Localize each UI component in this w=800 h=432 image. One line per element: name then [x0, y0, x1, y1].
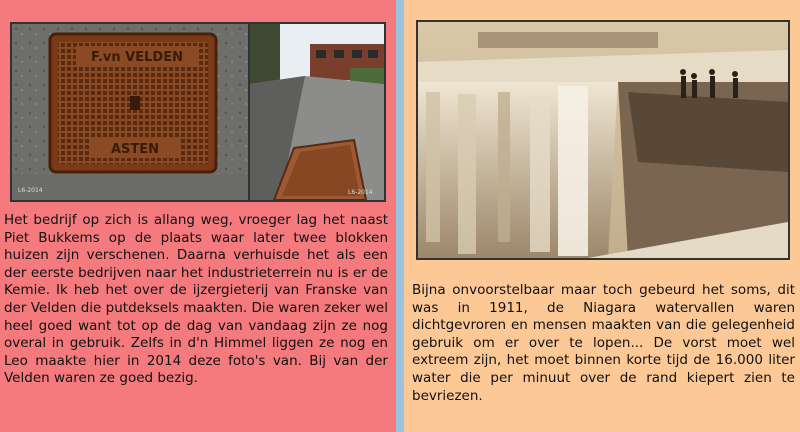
street-photo	[250, 24, 384, 200]
frozen-niagara-photo	[418, 22, 788, 258]
left-caption: Het bedrijf op zich is allang weg, vroeger lag het naast Piet Bukkems op de plaats waar later twee blokken huizen zijn verschenen. Daarna verhuisde het als een der eerste bedrijven naar het industrieterrein nu is er de Kemie. Ik heb het over de ijzergieterij van Franske van der Velden die putdeksels maakten. Die waren zeker wel heel goed want tot op de dag van vandaag zijn ze nog overal in gebruik. Zelfs in d'n Himmel liggen ze nog en Leo maakte hier in 2014 deze foto's van. Bij van der Velden waren ze goed bezig.	[4, 212, 388, 387]
street-photo-credit: L6-2014	[348, 189, 373, 196]
left-panel	[0, 0, 396, 432]
photo-credit: L6-2014	[18, 187, 43, 194]
panel-divider	[396, 0, 404, 432]
plate-top-text: F.vn VELDEN	[91, 50, 183, 65]
frozen-niagara-image	[418, 22, 788, 258]
right-panel	[404, 0, 800, 432]
right-caption: Bijna onvoorstelbaar maar toch gebeurd het soms, dit was in 1911, de Niagara watervallen waren dichtgevroren en mensen maakten van die gelegenheid gebruik om er over te lopen... De vorst moet wel extreem zijn, het moet binnen korte tijd de 16.000 liter water die per minuut over de rand kiepert zien te bevriezen.	[412, 282, 795, 404]
street-image	[250, 24, 384, 200]
manhole-cover-photo	[12, 24, 248, 200]
manhole-cover-image	[12, 24, 248, 200]
plate-bottom-text: ASTEN	[110, 142, 160, 157]
